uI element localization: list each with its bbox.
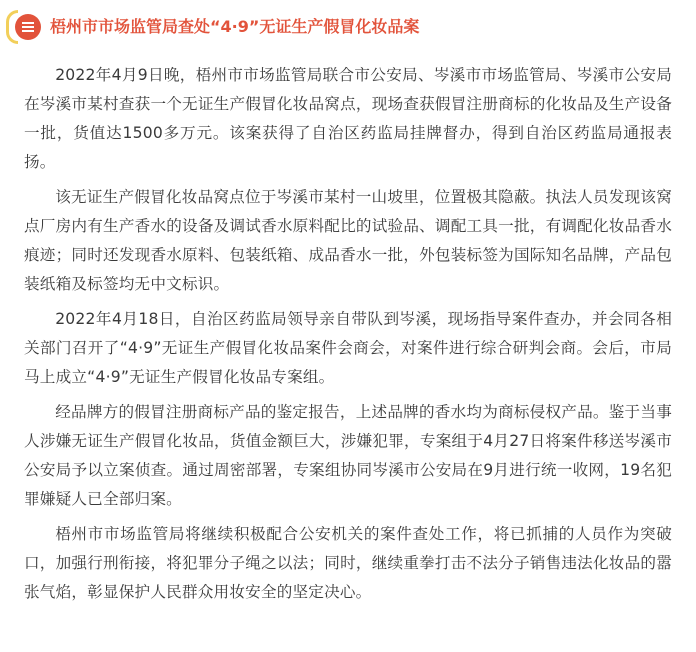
article-paragraph: 该无证生产假冒化妆品窝点位于岑溪市某村一山坡里，位置极其隐蔽。执法人员发现该窝点厂房内有生产香水的设备及调试香水原料配比的试验品、调配工具一批，有调配化妆品香水痕迹；同时还发现香水原料、包装纸箱、成品香水一批，外包装标签为国际知名品牌，产品包装纸箱及标签均无中文标识。 <box>24 188 672 293</box>
menu-icon <box>15 14 41 40</box>
article-paragraph: 2022年4月18日，自治区药监局领导亲自带队到岑溪，现场指导案件查办，并会同各相关部门召开了“4·9”无证生产假冒化妆品案件会商会，对案件进行综合研判会商。会后，市局马上成立“4·9”无证生产假冒化妆品专案组。 <box>24 310 672 386</box>
article-title: 梧州市市场监管局查处“4·9”无证生产假冒化妆品案 <box>50 17 420 36</box>
article-body <box>24 61 672 613</box>
article-paragraph: 经品牌方的假冒注册商标产品的鉴定报告，上述品牌的香水均为商标侵权产品。鉴于当事人涉嫌无证生产假冒化妆品，货值金额巨大，涉嫌犯罪，专案组于4月27日将案件移送岑溪市公安局予以立案侦查。通过周密部署，专案组协同岑溪市公安局在9月进行统一收网，19名犯罪嫌疑人已全部归案。 <box>24 403 672 508</box>
article-paragraph: 梧州市市场监管局将继续积极配合公安机关的案件查处工作，将已抓捕的人员作为突破口，加强行刑衔接，将犯罪分子绳之以法；同时，继续重拳打击不法分子销售违法化妆品的嚣张气焰，彰显保护人民群众用妆安全的坚定决心。 <box>24 525 672 601</box>
article-paragraph: 2022年4月9日晚，梧州市市场监管局联合市公安局、岑溪市市场监管局、岑溪市公安局在岑溪市某村查获一个无证生产假冒化妆品窝点，现场查获假冒注册商标的化妆品及生产设备一批，货值达1500多万元。该案获得了自治区药监局挂牌督办，得到自治区药监局通报表扬。 <box>24 66 672 171</box>
article-heading <box>0 8 696 46</box>
